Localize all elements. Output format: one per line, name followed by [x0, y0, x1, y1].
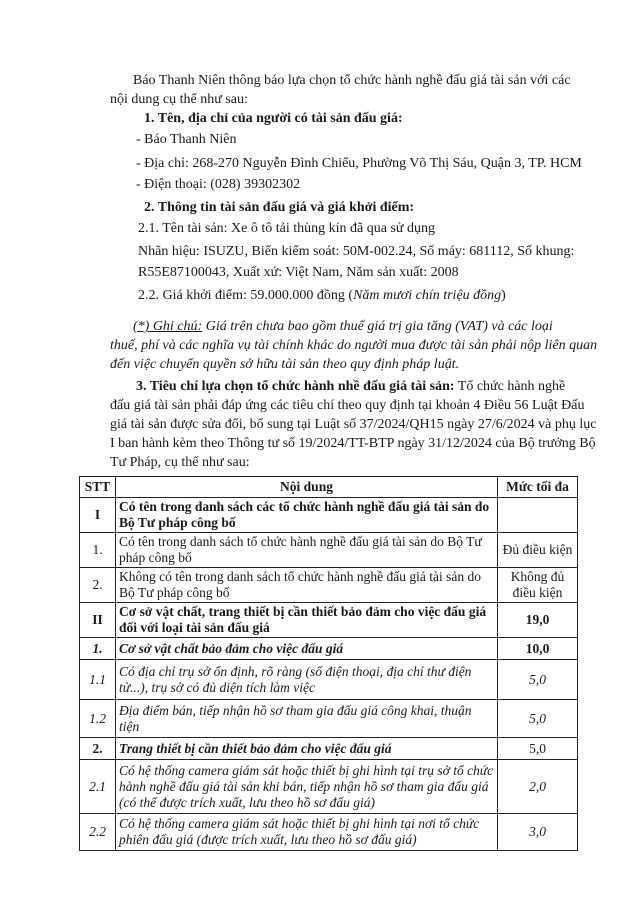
row-stt: II	[80, 603, 116, 638]
asset-details-line-1: Nhãn hiệu: ISUZU, Biển kiểm soát: 50M-002.24, Số máy: 681112, Số khung:	[138, 244, 575, 259]
header-max: Mức tối đa	[498, 477, 578, 498]
row-max: Không đủ điều kiện	[498, 568, 578, 603]
table-header-row	[80, 477, 578, 498]
row-content: Trang thiết bị cần thiết bảo đảm cho việc đấu giá	[116, 738, 498, 760]
row-stt: 2.2	[80, 814, 116, 851]
row-stt: 1.	[80, 533, 116, 568]
owner-address: - Địa chỉ: 268-270 Nguyễn Đình Chiểu, Phường Võ Thị Sáu, Quận 3, TP. HCM	[136, 156, 582, 171]
row-content: Có hệ thống camera giám sát hoặc thiết bị ghi hình tại nơi tổ chức phiên đấu giá (được trích xuất, lưu theo hồ sơ đấu giá)	[116, 814, 498, 851]
row-stt: 2.	[80, 738, 116, 760]
section3-line-3: giá tài sản được sửa đổi, bổ sung tại Luật số 37/2024/QH15 ngày 27/6/2024 và phụ lục	[110, 417, 597, 432]
section3-heading: 3. Tiêu chí lựa chọn tổ chức hành nhề đấu giá tài sản:	[136, 379, 455, 394]
starting-price-suffix: )	[501, 288, 506, 303]
starting-price-words: Năm mươi chín triệu đồng	[353, 288, 502, 303]
row-max: 5,0	[498, 700, 578, 738]
section1-heading: 1. Tên, địa chỉ của người có tài sản đấu giá:	[144, 111, 403, 126]
table-row	[80, 700, 578, 738]
starting-price-prefix: 2.2. Giá khởi điểm: 59.000.000 đồng (	[138, 288, 354, 303]
table-row	[80, 498, 578, 533]
header-content: Nội dung	[116, 477, 498, 498]
table-row	[80, 814, 578, 851]
asset-details-line-2: R55E87100043, Xuất xứ: Việt Nam, Năm sản xuất: 2008	[138, 265, 459, 280]
row-stt: 1.	[80, 638, 116, 660]
table-row	[80, 738, 578, 760]
row-content: Cơ sở vật chất, trang thiết bị cần thiết bảo đảm cho việc đấu giá đối với loại tài sản đấu giá	[116, 603, 498, 638]
section3-line-1-rest: Tổ chức hành nghề	[454, 379, 566, 394]
section2-heading: 2. Thông tin tài sản đấu giá và giá khởi điểm:	[144, 200, 415, 215]
row-max: 5,0	[498, 738, 578, 760]
row-content: Có địa chỉ trụ sở ổn định, rõ ràng (số điện thoại, địa chỉ thư điện tử...), trụ sở có đủ diện tích làm việc	[116, 660, 498, 700]
row-content: Có hệ thống camera giám sát hoặc thiết bị ghi hình tại trụ sở tổ chức hành nghề đấu giá tài sản khi bán, tiếp nhận hồ sơ tham gia đấu giá (có thể được trích xuất, lưu theo hồ sơ đấu giá)	[116, 760, 498, 814]
intro-line-2: nội dung cụ thể như sau:	[110, 92, 248, 107]
asset-name: 2.1. Tên tài sản: Xe ô tô tải thùng kín đã qua sử dụng	[138, 221, 436, 236]
note-line-3: đến việc chuyển quyền sở hữu tài sản theo quy định pháp luật.	[110, 357, 460, 372]
note-line-1-rest: Giá trên chưa bao gồm thuế giá trị gia tăng (VAT) và các loại	[202, 319, 553, 334]
table-row	[80, 533, 578, 568]
row-max: 2,0	[498, 760, 578, 814]
table-row	[80, 660, 578, 700]
row-stt: I	[80, 498, 116, 533]
row-max: 10,0	[498, 638, 578, 660]
row-max	[498, 498, 578, 533]
row-stt: 2.	[80, 568, 116, 603]
section3-line-5: Tư Pháp, cụ thể như sau:	[110, 455, 250, 470]
table-row	[80, 638, 578, 660]
row-max: 5,0	[498, 660, 578, 700]
table-row	[80, 568, 578, 603]
row-stt: 1.2	[80, 700, 116, 738]
owner-phone: - Điện thoại: (028) 39302302	[136, 177, 301, 192]
table-row	[80, 760, 578, 814]
row-content: Có tên trong danh sách các tổ chức hành nghề đấu giá tài sản do Bộ Tư pháp công bố	[116, 498, 498, 533]
note-label: (*) Ghi chú:	[133, 319, 203, 334]
row-stt: 1.1	[80, 660, 116, 700]
note-line-2: thuế, phí và các nghĩa vụ tài chính khác do người mua được tài sản phải nộp liên quan	[110, 338, 598, 353]
row-content: Cơ sở vật chất bảo đảm cho việc đấu giá	[116, 638, 498, 660]
row-stt: 2.1	[80, 760, 116, 814]
owner-name: - Báo Thanh Niên	[136, 132, 237, 147]
row-content: Không có tên trong danh sách tổ chức hành nghề đấu giá tài sản do Bộ Tư pháp công bố	[116, 568, 498, 603]
section3-line-1	[136, 378, 565, 396]
section3-line-2: đấu giá tài sản phải đáp ứng các tiêu chí theo quy định tại khoản 4 Điều 56 Luật Đấu	[110, 398, 585, 413]
row-max: 3,0	[498, 814, 578, 851]
header-stt: STT	[80, 477, 116, 498]
intro-line-1: Báo Thanh Niên thông báo lựa chọn tổ chức hành nghề đấu giá tài sản với các	[133, 73, 571, 88]
table-row	[80, 603, 578, 638]
row-content: Địa điểm bán, tiếp nhận hồ sơ tham gia đấu giá công khai, thuận tiện	[116, 700, 498, 738]
criteria-table	[79, 476, 578, 851]
row-max: Đủ điều kiện	[498, 533, 578, 568]
section3-line-4: I ban hành kèm theo Thông tư số 19/2024/TT-BTP ngày 31/12/2024 của Bộ trưởng Bộ	[110, 436, 596, 451]
row-max: 19,0	[498, 603, 578, 638]
row-content: Có tên trong danh sách tổ chức hành nghề đấu giá tài sản do Bộ Tư pháp công bố	[116, 533, 498, 568]
starting-price	[138, 287, 506, 305]
note-line-1	[133, 318, 553, 336]
